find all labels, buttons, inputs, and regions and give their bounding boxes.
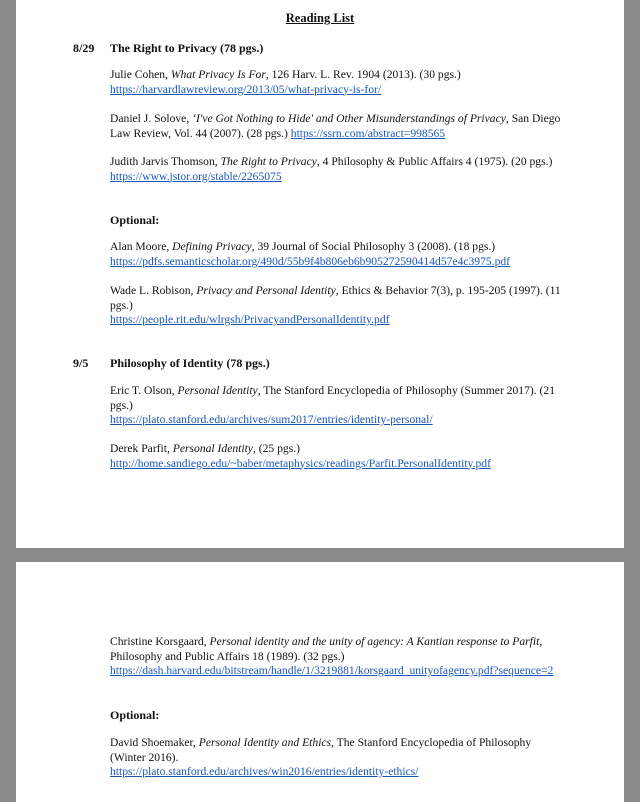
reading-entry bbox=[110, 384, 562, 428]
entry-work: Personal Identity bbox=[177, 384, 258, 397]
entry-work: Privacy and Personal Identity bbox=[196, 284, 336, 297]
entry-work: What Privacy Is For bbox=[170, 68, 266, 81]
optional-entry bbox=[110, 240, 562, 269]
entry-work: Personal Identity bbox=[172, 442, 253, 455]
entry-link[interactable]: https://harvardlawreview.org/2013/05/what-privacy-is-for/ bbox=[110, 82, 382, 96]
entry-link[interactable]: https://www.jstor.org/stable/2265075 bbox=[110, 169, 282, 183]
reading-entry bbox=[110, 442, 562, 471]
entry-work: The Right to Privacy bbox=[220, 155, 317, 168]
entry-details: , 39 Journal of Social Philosophy 3 (2008). (18 pgs.) bbox=[251, 240, 496, 253]
entry-author: Alan Moore, bbox=[110, 240, 173, 253]
entry-work: Personal identity and the unity of agency: A Kantian response to Parfit bbox=[209, 635, 540, 648]
entry-link[interactable]: https://dash.harvard.edu/bitstream/handle/1/3219881/korsgaard_unityofagency.pdf?sequence=2 bbox=[110, 664, 554, 677]
entry-details: , (25 pgs.) bbox=[252, 442, 300, 455]
page-title: Reading List bbox=[285, 11, 355, 25]
entry-work: Personal Identity and Ethics bbox=[198, 736, 332, 749]
entry-author: Eric T. Olson, bbox=[110, 384, 178, 397]
document-page-2 bbox=[16, 562, 624, 802]
optional-entry bbox=[110, 736, 562, 780]
entry-details: , The Stanford Encyclopedia of Philosophy (Summer 2017). (21 pgs.) bbox=[110, 384, 555, 412]
entry-details: , 126 Harv. L. Rev. 1904 (2013). (30 pgs.) bbox=[265, 68, 461, 81]
optional-heading: Optional: bbox=[110, 213, 160, 227]
entry-link[interactable]: https://people.rit.edu/wlrgsh/PrivacyandPersonalIdentity.pdf bbox=[110, 313, 390, 326]
entry-link[interactable]: https://plato.stanford.edu/archives/win2016/entries/identity-ethics/ bbox=[110, 765, 419, 778]
section-title: The Right to Privacy (78 pgs.) bbox=[110, 41, 264, 55]
entry-link[interactable]: http://home.sandiego.edu/~baber/metaphysics/readings/Parfit.PersonalIdentity.pdf bbox=[110, 456, 491, 470]
entry-author: Christine Korsgaard, bbox=[110, 635, 210, 648]
entry-author: Judith Jarvis Thomson, bbox=[110, 155, 221, 168]
reading-entry bbox=[110, 68, 562, 97]
entry-details: , San Diego Law Review, Vol. 44 (2007). (28 pgs.) bbox=[110, 112, 561, 140]
entry-link[interactable]: https://pdfs.semanticscholar.org/490d/55b9f4b806eb6b905272590414d57e4c3975.pdf bbox=[110, 254, 511, 268]
section-title: Philosophy of Identity (78 pgs.) bbox=[110, 356, 270, 370]
entry-author: Julie Cohen, bbox=[110, 68, 171, 81]
entry-author: Derek Parfit, bbox=[110, 442, 173, 455]
optional-entry bbox=[110, 284, 562, 328]
entry-author: David Shoemaker, bbox=[110, 736, 199, 749]
entry-details: , The Stanford Encyclopedia of Philosophy (Winter 2016). bbox=[110, 736, 532, 764]
entry-details: , 4 Philosophy & Public Affairs 4 (1975). (20 pgs.) bbox=[316, 155, 553, 168]
entry-details: , Philosophy and Public Affairs 18 (1989). (32 pgs.) bbox=[110, 635, 543, 663]
entry-details: , Ethics & Behavior 7(3), p. 195-205 (1997). (11 pgs.) bbox=[110, 284, 561, 312]
entry-author: Daniel J. Solove, bbox=[110, 112, 193, 125]
optional-heading: Optional: bbox=[110, 708, 160, 722]
entry-link[interactable]: https://ssrn.com/abstract=998565 bbox=[290, 126, 446, 140]
entry-work: ‘I've Got Nothing to Hide' and Other Misunderstandings of Privacy bbox=[192, 112, 506, 125]
document-page-1 bbox=[16, 0, 624, 548]
entry-work: Defining Privacy bbox=[172, 240, 252, 253]
reading-entry bbox=[110, 112, 562, 141]
section-date: 9/5 bbox=[73, 356, 89, 370]
section-date: 8/29 bbox=[73, 41, 95, 55]
entry-author: Wade L. Robison, bbox=[110, 284, 197, 297]
reading-entry bbox=[110, 155, 562, 184]
reading-entry bbox=[110, 635, 562, 679]
entry-link[interactable]: https://plato.stanford.edu/archives/sum2017/entries/identity-personal/ bbox=[110, 413, 433, 426]
